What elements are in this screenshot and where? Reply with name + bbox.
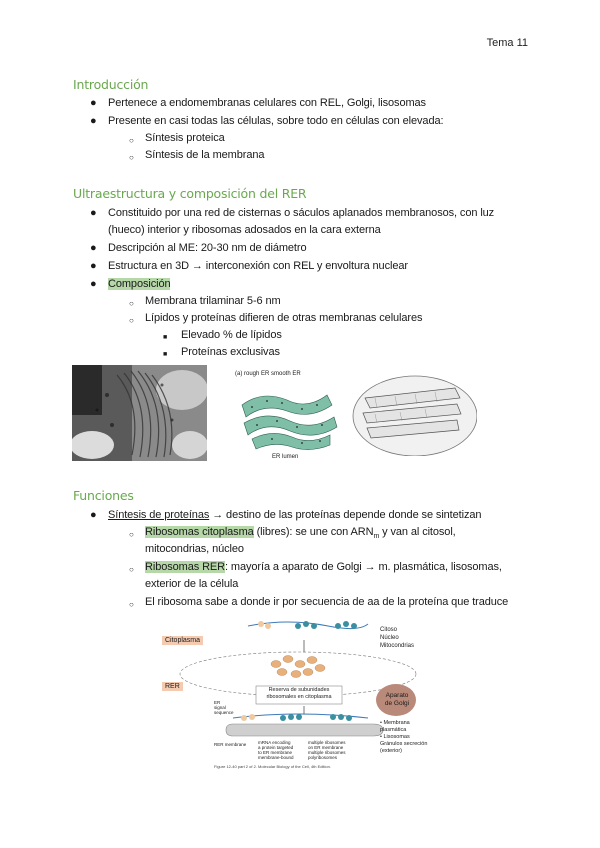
list-item xyxy=(108,278,170,291)
er-3d-sketch xyxy=(345,368,477,456)
caption-line: membrane-bound xyxy=(258,755,294,760)
sub-list-item xyxy=(145,561,502,574)
list-item-cont: (hueco) interior y ribosomas adosados en la cara externa xyxy=(108,224,381,236)
sub-bullet: ○ xyxy=(129,316,134,325)
signal-sequence-label xyxy=(214,700,234,715)
destination-item: Mitocondrias xyxy=(380,643,415,649)
list-item: Constituido por una red de cisternas o sáculos aplanados membranosos, con luz xyxy=(108,207,495,219)
sub-bullet: ○ xyxy=(129,153,134,162)
text-span: → destino de las proteínas depende donde se sintetizan xyxy=(209,509,482,521)
er-illustration-label: (a) rough ER smooth ER xyxy=(235,371,301,377)
sub-list-item: Lípidos y proteínas difieren de otras membranas celulares xyxy=(145,312,423,324)
sub-bullet: ○ xyxy=(129,299,134,308)
caption-line: a protein targeted xyxy=(258,745,294,750)
list-item: Presente en casi todas las células, sobre todo en células con elevada: xyxy=(108,115,444,127)
sub-list-item: Membrana trilaminar 5-6 nm xyxy=(145,295,281,307)
subsub-list-item: Elevado % de lípidos xyxy=(181,329,282,341)
caption-line: signal xyxy=(214,705,226,710)
golgi-label-line: Aparato xyxy=(385,692,409,699)
section-title-funciones: Funciones xyxy=(73,488,134,503)
destination-item: • Lisosomas xyxy=(380,734,410,740)
destination-item: Gránulos secreción xyxy=(380,741,428,747)
text-span: y van al citosol, xyxy=(379,526,456,538)
square-bullet: ■ xyxy=(163,351,168,358)
highlight: Composición xyxy=(108,278,171,290)
text-span: : mayoría a aparato de Golgi → m. plasmática, lisosomas, xyxy=(225,561,502,573)
caption-line: multiple ribosomes xyxy=(308,740,346,745)
bullet: ● xyxy=(90,242,97,254)
caption-line: polyribosomes xyxy=(308,755,338,760)
underlined-text: Síntesis de proteínas xyxy=(108,509,210,521)
er-lumen-label: ER lumen xyxy=(272,454,299,460)
cytosol-destinations xyxy=(380,626,414,650)
bullet: ● xyxy=(90,260,97,272)
square-bullet: ■ xyxy=(163,334,168,341)
section-title-intro: Introducción xyxy=(73,77,149,92)
polyribosome-caption xyxy=(308,740,346,760)
subscript: m xyxy=(373,533,380,541)
bullet: ● xyxy=(90,509,97,521)
rer-destinations xyxy=(380,720,427,755)
destination-item: plasmática xyxy=(380,727,407,733)
caption-line: ER xyxy=(214,700,221,705)
sub-list-item: Síntesis proteica xyxy=(145,132,225,144)
rer-membrane-label: RER membrane xyxy=(214,742,247,747)
caption-line: multiple ribosomes xyxy=(308,750,346,755)
page-topic: Tema 11 xyxy=(486,37,528,49)
ribosome-diagram xyxy=(158,614,444,774)
list-item: Descripción al ME: 20-30 nm de diámetro xyxy=(108,242,307,254)
section-title-ultra: Ultraestructura y composición del RER xyxy=(73,186,307,201)
destination-item: Núcleo xyxy=(380,635,399,641)
list-item xyxy=(108,509,481,522)
destination-item: (exterior) xyxy=(380,748,403,754)
bullet: ● xyxy=(90,207,97,219)
sub-list-item-cont: mitocondrias, núcleo xyxy=(145,543,244,555)
caption-line: Reserva de subunidades xyxy=(268,687,330,693)
caption-line: ribosomales en citoplasma xyxy=(266,694,332,700)
sub-bullet: ○ xyxy=(129,136,134,145)
caption-line: on ER membrane xyxy=(308,745,344,750)
er-illustration xyxy=(232,365,350,461)
list-item: Estructura en 3D → interconexión con REL y envoltura nuclear xyxy=(108,260,408,272)
bullet: ● xyxy=(90,97,97,109)
sub-list-item: El ribosoma sabe a donde ir por secuencia de aa de la proteína que traduce xyxy=(145,596,509,608)
rer-label: RER xyxy=(162,682,183,691)
caption-line: sequence xyxy=(214,710,234,715)
sub-bullet: ○ xyxy=(129,565,134,574)
destination-item: • Membrana xyxy=(380,720,410,726)
em-micrograph-image xyxy=(72,365,207,461)
sub-bullet: ○ xyxy=(129,530,134,539)
mrna-caption xyxy=(258,740,294,760)
sub-list-item: Síntesis de la membrana xyxy=(145,149,265,161)
subunit-pool-caption xyxy=(258,687,340,701)
subsub-list-item: Proteínas exclusivas xyxy=(181,346,280,358)
caption-line: to ER membrane xyxy=(258,750,293,755)
golgi-label-line: de Golgi xyxy=(384,700,410,707)
highlight: Ribosomas citoplasma xyxy=(145,526,254,538)
bullet: ● xyxy=(90,115,97,127)
sub-list-item-cont: exterior de la célula xyxy=(145,578,239,590)
sub-list-item xyxy=(145,526,456,543)
destination-item: Citoso xyxy=(380,627,398,633)
sub-bullet: ○ xyxy=(129,600,134,609)
bullet: ● xyxy=(90,278,97,290)
figure-footer: Figure 12-40 part 2 of 2. Molecular Biology of the Cell, 4th Edition. xyxy=(214,764,331,769)
highlight: Ribosomas RER xyxy=(145,561,226,573)
caption-line: mRNA encoding xyxy=(258,740,291,745)
cytoplasm-label: Citoplasma xyxy=(162,636,203,645)
list-item: Pertenece a endomembranas celulares con REL, Golgi, lisosomas xyxy=(108,97,426,109)
golgi-label xyxy=(380,692,414,708)
text-span: (libres): se une con ARN xyxy=(253,526,374,538)
